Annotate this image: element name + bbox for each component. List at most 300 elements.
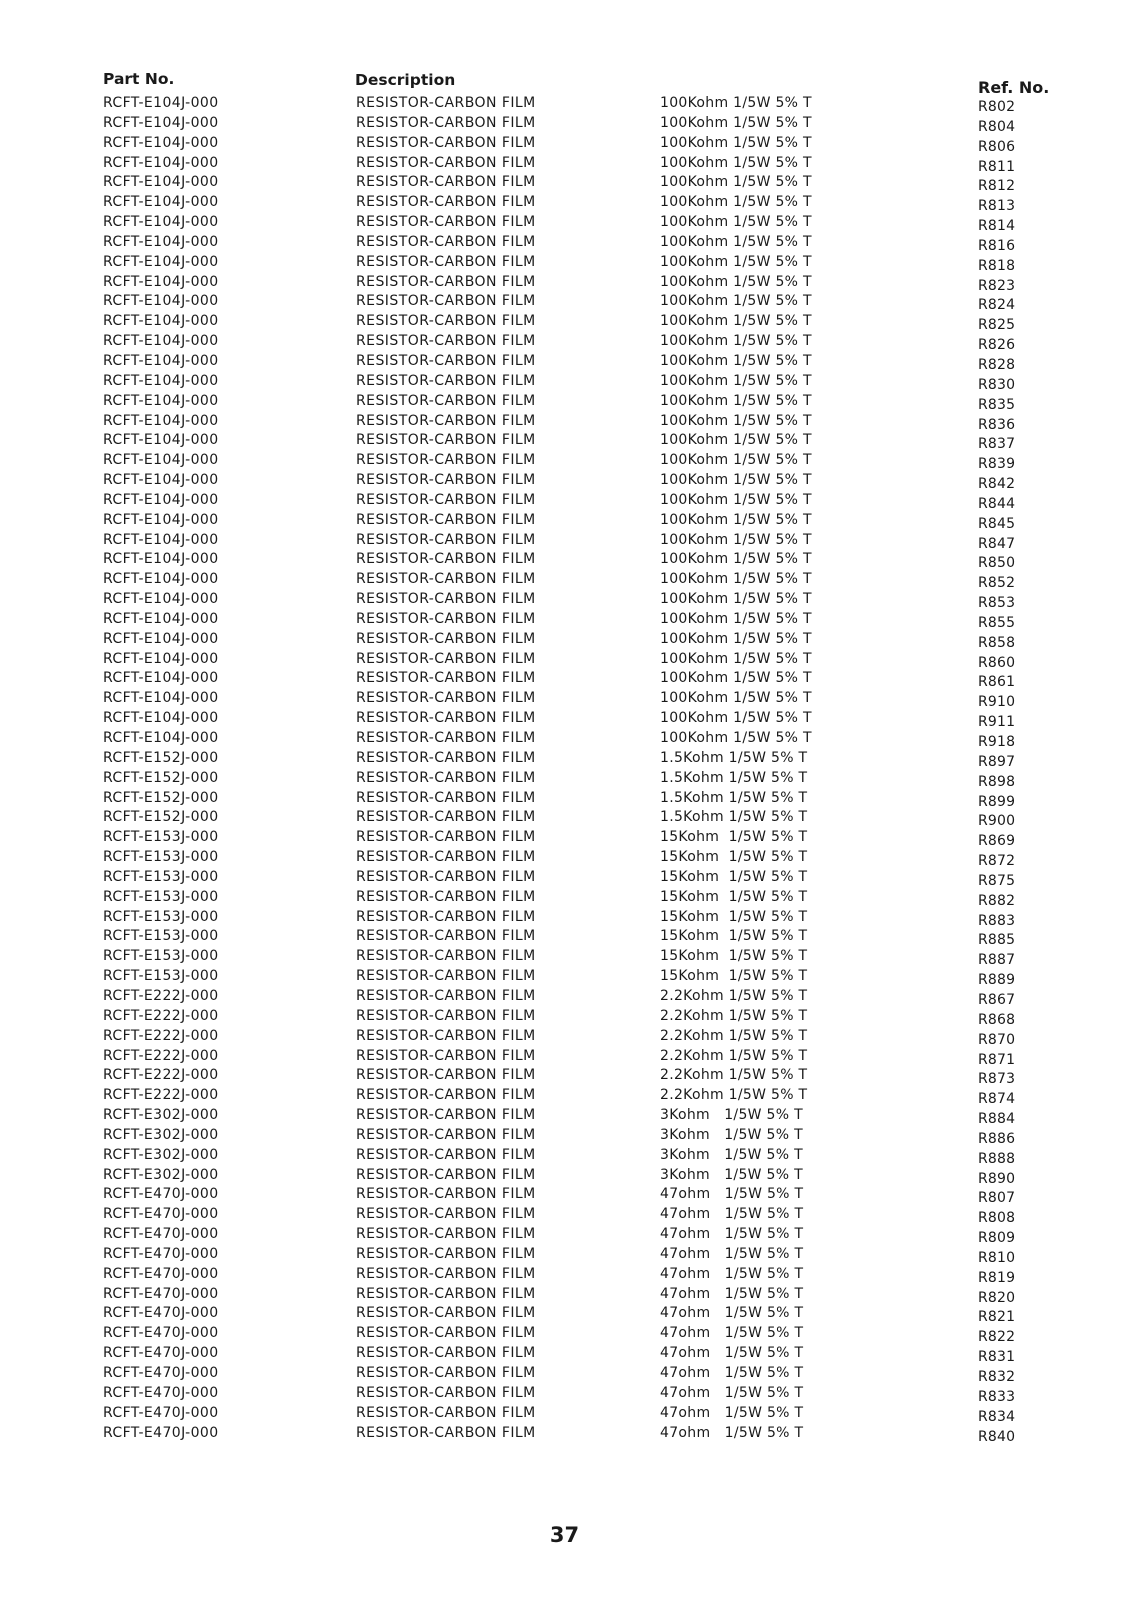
value-spec: 2.2Kohm 1/5W 5% T	[660, 1087, 808, 1104]
value-spec: 3Kohm 1/5W 5% T	[660, 1126, 803, 1143]
table-row	[0, 1324, 1129, 1344]
value-spec: 100Kohm 1/5W 5% T	[660, 571, 812, 588]
value-spec: 47ohm 1/5W 5% T	[660, 1245, 804, 1262]
ref-number: R816	[978, 237, 1016, 254]
part-number: RCFT-E153J-000	[103, 968, 219, 985]
ref-number: R847	[978, 535, 1016, 552]
table-row	[0, 1245, 1129, 1265]
description: RESISTOR-CARBON FILM	[356, 214, 536, 231]
description: RESISTOR-CARBON FILM	[356, 1265, 536, 1282]
part-number: RCFT-E222J-000	[103, 1067, 219, 1084]
table-row	[0, 987, 1129, 1007]
value-spec: 100Kohm 1/5W 5% T	[660, 551, 812, 568]
table-row	[0, 789, 1129, 809]
table-row	[0, 1126, 1129, 1146]
value-spec: 1.5Kohm 1/5W 5% T	[660, 769, 808, 786]
description: RESISTOR-CARBON FILM	[356, 610, 536, 627]
description: RESISTOR-CARBON FILM	[356, 253, 536, 270]
ref-number: R831	[978, 1349, 1016, 1366]
ref-number: R818	[978, 257, 1016, 274]
ref-no-header: Ref. No.	[978, 78, 1050, 97]
description: RESISTOR-CARBON FILM	[356, 888, 536, 905]
ref-number: R918	[978, 734, 1016, 750]
part-number: RCFT-E104J-000	[103, 650, 219, 667]
table-row	[0, 1027, 1129, 1047]
table-row	[0, 1384, 1129, 1404]
part-number: RCFT-E104J-000	[103, 472, 219, 489]
ref-number: R837	[978, 436, 1016, 453]
part-number: RCFT-E222J-000	[103, 1027, 219, 1044]
ref-number: R869	[978, 833, 1016, 850]
description: RESISTOR-CARBON FILM	[356, 849, 536, 866]
part-number: RCFT-E104J-000	[103, 551, 219, 568]
part-number: RCFT-E104J-000	[103, 630, 219, 647]
part-number: RCFT-E104J-000	[103, 95, 219, 111]
part-number: RCFT-E152J-000	[103, 749, 219, 766]
table-row	[0, 1166, 1129, 1186]
ref-number: R872	[978, 853, 1016, 870]
ref-number: R812	[978, 178, 1016, 195]
value-spec: 2.2Kohm 1/5W 5% T	[660, 1027, 808, 1044]
description: RESISTOR-CARBON FILM	[356, 293, 536, 310]
ref-number: R882	[978, 892, 1016, 909]
ref-number: R900	[978, 813, 1016, 830]
table-row	[0, 173, 1129, 193]
description: RESISTOR-CARBON FILM	[356, 1345, 536, 1362]
value-spec: 47ohm 1/5W 5% T	[660, 1226, 804, 1243]
value-spec: 100Kohm 1/5W 5% T	[660, 253, 812, 270]
part-number: RCFT-E104J-000	[103, 491, 219, 508]
table-row	[0, 1304, 1129, 1324]
value-spec: 100Kohm 1/5W 5% T	[660, 630, 812, 647]
description: RESISTOR-CARBON FILM	[356, 1107, 536, 1124]
description: RESISTOR-CARBON FILM	[356, 95, 536, 111]
table-row	[0, 1225, 1129, 1245]
value-spec: 100Kohm 1/5W 5% T	[660, 114, 812, 131]
ref-number: R911	[978, 714, 1016, 731]
ref-number: R860	[978, 654, 1016, 671]
value-spec: 3Kohm 1/5W 5% T	[660, 1146, 803, 1163]
part-number: RCFT-E470J-000	[103, 1404, 219, 1421]
description: RESISTOR-CARBON FILM	[356, 194, 536, 211]
ref-number: R871	[978, 1051, 1016, 1068]
ref-number: R844	[978, 495, 1016, 512]
ref-number: R910	[978, 694, 1016, 711]
ref-number: R808	[978, 1210, 1016, 1227]
part-number: RCFT-E104J-000	[103, 432, 219, 449]
description: RESISTOR-CARBON FILM	[356, 968, 536, 985]
description: RESISTOR-CARBON FILM	[356, 174, 536, 191]
table-row	[0, 967, 1129, 987]
ref-number: R853	[978, 595, 1016, 612]
description: RESISTOR-CARBON FILM	[356, 1424, 536, 1441]
table-row	[0, 669, 1129, 689]
part-number: RCFT-E104J-000	[103, 273, 219, 290]
ref-number: R845	[978, 515, 1016, 532]
table-row	[0, 134, 1129, 154]
description: RESISTOR-CARBON FILM	[356, 1285, 536, 1302]
ref-number: R832	[978, 1369, 1016, 1385]
table-row	[0, 154, 1129, 174]
value-spec: 100Kohm 1/5W 5% T	[660, 412, 812, 429]
description: RESISTOR-CARBON FILM	[356, 432, 536, 449]
value-spec: 47ohm 1/5W 5% T	[660, 1305, 804, 1322]
table-row	[0, 908, 1129, 928]
part-number: RCFT-E104J-000	[103, 233, 219, 250]
ref-number: R835	[978, 396, 1016, 413]
table-row	[0, 352, 1129, 372]
part-number: RCFT-E104J-000	[103, 452, 219, 469]
description: RESISTOR-CARBON FILM	[356, 928, 536, 945]
part-number: RCFT-E104J-000	[103, 531, 219, 548]
description: RESISTOR-CARBON FILM	[356, 531, 536, 548]
ref-number: R822	[978, 1329, 1016, 1346]
description: RESISTOR-CARBON FILM	[356, 1166, 536, 1183]
ref-number: R840	[978, 1428, 1016, 1445]
ref-number: R858	[978, 634, 1016, 651]
part-number: RCFT-E104J-000	[103, 670, 219, 687]
part-number: RCFT-E470J-000	[103, 1265, 219, 1282]
value-spec: 100Kohm 1/5W 5% T	[660, 352, 812, 369]
table-row	[0, 292, 1129, 312]
description: RESISTOR-CARBON FILM	[356, 1305, 536, 1322]
table-row	[0, 511, 1129, 531]
value-spec: 100Kohm 1/5W 5% T	[660, 511, 812, 528]
table-row	[0, 1424, 1129, 1444]
ref-number: R826	[978, 337, 1016, 354]
part-number: RCFT-E222J-000	[103, 1007, 219, 1024]
ref-number: R861	[978, 674, 1016, 691]
ref-number: R825	[978, 317, 1016, 334]
part-number: RCFT-E104J-000	[103, 610, 219, 627]
table-row	[0, 709, 1129, 729]
table-row	[0, 808, 1129, 828]
value-spec: 47ohm 1/5W 5% T	[660, 1186, 804, 1203]
part-number: RCFT-E104J-000	[103, 194, 219, 211]
ref-number: R809	[978, 1230, 1016, 1247]
part-number: RCFT-E152J-000	[103, 769, 219, 786]
description: RESISTOR-CARBON FILM	[356, 829, 536, 846]
ref-number: R830	[978, 376, 1016, 393]
table-row	[0, 947, 1129, 967]
value-spec: 100Kohm 1/5W 5% T	[660, 710, 812, 727]
ref-number: R821	[978, 1309, 1016, 1326]
part-number: RCFT-E104J-000	[103, 412, 219, 429]
value-spec: 100Kohm 1/5W 5% T	[660, 432, 812, 449]
table-row	[0, 531, 1129, 551]
table-row	[0, 213, 1129, 233]
ref-number: R802	[978, 99, 1016, 115]
description: RESISTOR-CARBON FILM	[356, 372, 536, 389]
description: RESISTOR-CARBON FILM	[356, 1384, 536, 1401]
parts-table	[0, 94, 1129, 1443]
description: RESISTOR-CARBON FILM	[356, 1027, 536, 1044]
part-number: RCFT-E302J-000	[103, 1107, 219, 1124]
table-row	[0, 1185, 1129, 1205]
ref-number: R806	[978, 138, 1016, 155]
table-row	[0, 729, 1129, 749]
description: RESISTOR-CARBON FILM	[356, 273, 536, 290]
part-number: RCFT-E153J-000	[103, 948, 219, 965]
description: RESISTOR-CARBON FILM	[356, 710, 536, 727]
description: RESISTOR-CARBON FILM	[356, 1087, 536, 1104]
value-spec: 15Kohm 1/5W 5% T	[660, 908, 808, 925]
value-spec: 100Kohm 1/5W 5% T	[660, 174, 812, 191]
part-number: RCFT-E470J-000	[103, 1325, 219, 1342]
ref-number: R897	[978, 753, 1016, 770]
ref-number: R804	[978, 118, 1016, 135]
table-row	[0, 749, 1129, 769]
value-spec: 2.2Kohm 1/5W 5% T	[660, 1007, 808, 1024]
ref-number: R824	[978, 297, 1016, 314]
value-spec: 15Kohm 1/5W 5% T	[660, 849, 808, 866]
description: RESISTOR-CARBON FILM	[356, 1325, 536, 1342]
part-number: RCFT-E470J-000	[103, 1285, 219, 1302]
table-row	[0, 412, 1129, 432]
description: RESISTOR-CARBON FILM	[356, 749, 536, 766]
part-number: RCFT-E104J-000	[103, 690, 219, 707]
value-spec: 100Kohm 1/5W 5% T	[660, 610, 812, 627]
value-spec: 1.5Kohm 1/5W 5% T	[660, 809, 808, 826]
part-number: RCFT-E470J-000	[103, 1245, 219, 1262]
description: RESISTOR-CARBON FILM	[356, 670, 536, 687]
ref-number: R898	[978, 773, 1016, 790]
part-number: RCFT-E153J-000	[103, 928, 219, 945]
value-spec: 47ohm 1/5W 5% T	[660, 1285, 804, 1302]
part-number: RCFT-E153J-000	[103, 908, 219, 925]
description: RESISTOR-CARBON FILM	[356, 1186, 536, 1203]
part-number: RCFT-E470J-000	[103, 1206, 219, 1223]
ref-number: R899	[978, 793, 1016, 810]
value-spec: 47ohm 1/5W 5% T	[660, 1424, 804, 1441]
description: RESISTOR-CARBON FILM	[356, 1245, 536, 1262]
value-spec: 100Kohm 1/5W 5% T	[660, 650, 812, 667]
value-spec: 47ohm 1/5W 5% T	[660, 1384, 804, 1401]
part-number: RCFT-E470J-000	[103, 1345, 219, 1362]
part-number: RCFT-E470J-000	[103, 1305, 219, 1322]
ref-number: R855	[978, 614, 1016, 631]
table-row	[0, 570, 1129, 590]
part-number: RCFT-E222J-000	[103, 1087, 219, 1104]
table-row	[0, 1086, 1129, 1106]
value-spec: 1.5Kohm 1/5W 5% T	[660, 749, 808, 766]
part-number: RCFT-E104J-000	[103, 293, 219, 310]
table-row	[0, 451, 1129, 471]
table-row	[0, 1364, 1129, 1384]
table-row	[0, 193, 1129, 213]
value-spec: 100Kohm 1/5W 5% T	[660, 194, 812, 211]
value-spec: 15Kohm 1/5W 5% T	[660, 888, 808, 905]
description: RESISTOR-CARBON FILM	[356, 472, 536, 489]
description: RESISTOR-CARBON FILM	[356, 571, 536, 588]
value-spec: 3Kohm 1/5W 5% T	[660, 1166, 803, 1183]
ref-number: R833	[978, 1388, 1016, 1405]
description: RESISTOR-CARBON FILM	[356, 154, 536, 171]
ref-number: R886	[978, 1130, 1016, 1147]
part-number: RCFT-E104J-000	[103, 313, 219, 330]
part-number: RCFT-E104J-000	[103, 710, 219, 727]
table-row	[0, 927, 1129, 947]
part-number: RCFT-E104J-000	[103, 134, 219, 151]
value-spec: 3Kohm 1/5W 5% T	[660, 1107, 803, 1124]
description: RESISTOR-CARBON FILM	[356, 908, 536, 925]
ref-number: R884	[978, 1111, 1016, 1128]
ref-number: R887	[978, 952, 1016, 969]
ref-number: R889	[978, 972, 1016, 989]
description: RESISTOR-CARBON FILM	[356, 591, 536, 608]
description: RESISTOR-CARBON FILM	[356, 392, 536, 409]
table-row	[0, 550, 1129, 570]
value-spec: 47ohm 1/5W 5% T	[660, 1325, 804, 1342]
description: RESISTOR-CARBON FILM	[356, 1007, 536, 1024]
description: RESISTOR-CARBON FILM	[356, 551, 536, 568]
table-row	[0, 233, 1129, 253]
value-spec: 47ohm 1/5W 5% T	[660, 1404, 804, 1421]
table-row	[0, 471, 1129, 491]
part-number: RCFT-E104J-000	[103, 352, 219, 369]
table-row	[0, 650, 1129, 670]
ref-number: R870	[978, 1031, 1016, 1048]
ref-number: R852	[978, 575, 1016, 592]
ref-number: R888	[978, 1150, 1016, 1167]
ref-number: R883	[978, 912, 1016, 929]
description: RESISTOR-CARBON FILM	[356, 987, 536, 1004]
part-number: RCFT-E104J-000	[103, 114, 219, 131]
part-number: RCFT-E104J-000	[103, 372, 219, 389]
ref-number: R874	[978, 1091, 1016, 1108]
page-number: 37	[549, 1523, 580, 1547]
value-spec: 15Kohm 1/5W 5% T	[660, 829, 808, 846]
table-row	[0, 312, 1129, 332]
table-row	[0, 431, 1129, 451]
table-row	[0, 1205, 1129, 1225]
ref-number: R839	[978, 456, 1016, 473]
description: RESISTOR-CARBON FILM	[356, 452, 536, 469]
part-number: RCFT-E104J-000	[103, 333, 219, 350]
ref-number: R834	[978, 1408, 1016, 1425]
description: RESISTOR-CARBON FILM	[356, 1365, 536, 1381]
ref-number: R814	[978, 218, 1016, 235]
ref-number: R819	[978, 1269, 1016, 1286]
part-number: RCFT-E104J-000	[103, 253, 219, 270]
value-spec: 100Kohm 1/5W 5% T	[660, 313, 812, 330]
table-row	[0, 114, 1129, 134]
value-spec: 100Kohm 1/5W 5% T	[660, 134, 812, 151]
part-number: RCFT-E104J-000	[103, 392, 219, 409]
table-row	[0, 1265, 1129, 1285]
part-number: RCFT-E104J-000	[103, 174, 219, 191]
value-spec: 100Kohm 1/5W 5% T	[660, 452, 812, 469]
description: RESISTOR-CARBON FILM	[356, 809, 536, 826]
part-number: RCFT-E152J-000	[103, 809, 219, 826]
ref-number: R820	[978, 1289, 1016, 1306]
table-row	[0, 888, 1129, 908]
part-number: RCFT-E104J-000	[103, 571, 219, 588]
table-row	[0, 332, 1129, 352]
part-number: RCFT-E470J-000	[103, 1384, 219, 1401]
description: RESISTOR-CARBON FILM	[356, 134, 536, 151]
ref-number: R807	[978, 1190, 1016, 1207]
value-spec: 47ohm 1/5W 5% T	[660, 1345, 804, 1362]
part-number: RCFT-E222J-000	[103, 1047, 219, 1064]
part-number: RCFT-E104J-000	[103, 591, 219, 608]
table-row	[0, 1007, 1129, 1027]
value-spec: 100Kohm 1/5W 5% T	[660, 591, 812, 608]
value-spec: 100Kohm 1/5W 5% T	[660, 95, 812, 111]
part-number: RCFT-E470J-000	[103, 1186, 219, 1203]
description: RESISTOR-CARBON FILM	[356, 769, 536, 786]
part-number: RCFT-E152J-000	[103, 789, 219, 806]
description: RESISTOR-CARBON FILM	[356, 1404, 536, 1421]
value-spec: 1.5Kohm 1/5W 5% T	[660, 789, 808, 806]
table-row	[0, 848, 1129, 868]
description: RESISTOR-CARBON FILM	[356, 650, 536, 667]
description: RESISTOR-CARBON FILM	[356, 313, 536, 330]
ref-number: R823	[978, 277, 1016, 294]
ref-number: R811	[978, 158, 1016, 175]
value-spec: 100Kohm 1/5W 5% T	[660, 293, 812, 310]
value-spec: 2.2Kohm 1/5W 5% T	[660, 1067, 808, 1084]
description: RESISTOR-CARBON FILM	[356, 1126, 536, 1143]
value-spec: 100Kohm 1/5W 5% T	[660, 333, 812, 350]
part-number: RCFT-E470J-000	[103, 1226, 219, 1243]
ref-number: R867	[978, 991, 1016, 1008]
ref-number: R890	[978, 1170, 1016, 1187]
description: RESISTOR-CARBON FILM	[356, 1067, 536, 1084]
ref-number: R810	[978, 1249, 1016, 1266]
table-row	[0, 1106, 1129, 1126]
value-spec: 47ohm 1/5W 5% T	[660, 1206, 804, 1223]
ref-number: R828	[978, 356, 1016, 373]
table-row	[0, 769, 1129, 789]
value-spec: 15Kohm 1/5W 5% T	[660, 948, 808, 965]
value-spec: 100Kohm 1/5W 5% T	[660, 730, 812, 746]
ref-number: R850	[978, 555, 1016, 572]
table-row	[0, 273, 1129, 293]
value-spec: 100Kohm 1/5W 5% T	[660, 491, 812, 508]
ref-number: R868	[978, 1011, 1016, 1028]
part-number: RCFT-E470J-000	[103, 1365, 219, 1381]
ref-number: R885	[978, 932, 1016, 949]
part-number: RCFT-E153J-000	[103, 888, 219, 905]
table-row	[0, 491, 1129, 511]
part-number: RCFT-E104J-000	[103, 511, 219, 528]
value-spec: 2.2Kohm 1/5W 5% T	[660, 1047, 808, 1064]
value-spec: 100Kohm 1/5W 5% T	[660, 273, 812, 290]
description: RESISTOR-CARBON FILM	[356, 730, 536, 746]
value-spec: 100Kohm 1/5W 5% T	[660, 233, 812, 250]
description: RESISTOR-CARBON FILM	[356, 1206, 536, 1223]
part-number: RCFT-E302J-000	[103, 1146, 219, 1163]
table-row	[0, 828, 1129, 848]
value-spec: 100Kohm 1/5W 5% T	[660, 372, 812, 389]
part-number: RCFT-E104J-000	[103, 214, 219, 231]
part-number: RCFT-E153J-000	[103, 868, 219, 885]
description: RESISTOR-CARBON FILM	[356, 511, 536, 528]
description: RESISTOR-CARBON FILM	[356, 789, 536, 806]
table-row	[0, 590, 1129, 610]
description: RESISTOR-CARBON FILM	[356, 233, 536, 250]
description: RESISTOR-CARBON FILM	[356, 868, 536, 885]
description: RESISTOR-CARBON FILM	[356, 690, 536, 707]
part-number: RCFT-E104J-000	[103, 730, 219, 746]
ref-number: R873	[978, 1071, 1016, 1088]
part-number: RCFT-E153J-000	[103, 829, 219, 846]
part-number: RCFT-E302J-000	[103, 1166, 219, 1183]
description: RESISTOR-CARBON FILM	[356, 630, 536, 647]
table-row	[0, 1285, 1129, 1305]
table-row	[0, 372, 1129, 392]
